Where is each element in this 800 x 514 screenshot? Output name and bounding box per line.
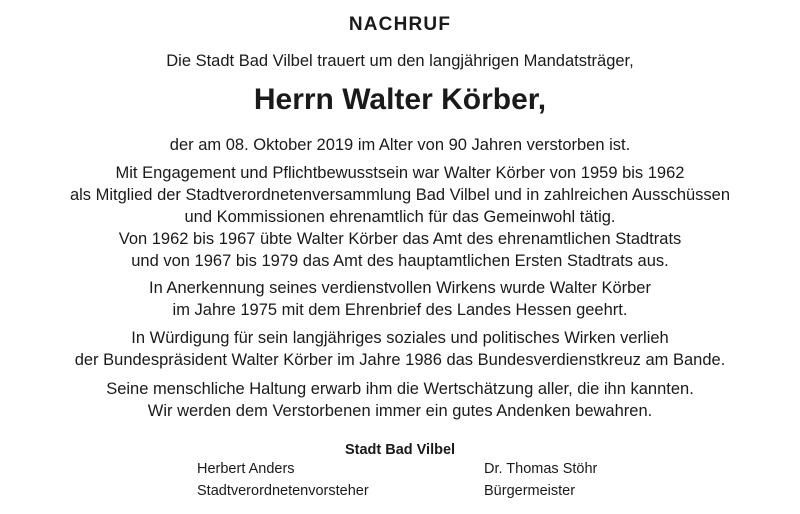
signer-title: Stadtverordnetenvorsteher xyxy=(197,483,369,499)
paragraph-line: der Bundespräsident Walter Körber im Jahre 1986 das Bundesverdienstkreuz am Bande. xyxy=(74,351,726,369)
paragraph-award xyxy=(0,327,800,371)
intro-line: Die Stadt Bad Vilbel trauert um den langjährigen Mandatsträger, xyxy=(166,52,634,70)
signer-name: Dr. Thomas Stöhr xyxy=(484,461,598,477)
paragraph-line: im Jahre 1975 mit dem Ehrenbrief des Landes Hessen geehrt. xyxy=(172,301,628,319)
signer-right xyxy=(484,458,597,502)
paragraph-recognition xyxy=(0,277,800,321)
paragraph-closing xyxy=(0,378,800,422)
paragraph-line: In Anerkennung seines verdienstvollen Wirkens wurde Walter Körber xyxy=(149,279,651,297)
paragraph-line: Wir werden dem Verstorbenen immer ein gutes Andenken bewahren. xyxy=(147,402,653,420)
paragraph-line: Von 1962 bis 1967 übte Walter Körber das Amt des ehrenamtlichen Stadtrats xyxy=(118,230,682,248)
paragraph-line: als Mitglied der Stadtverordnetenversammlung Bad Vilbel und in zahlreichen Ausschüssen xyxy=(69,186,731,204)
deceased-name: Herrn Walter Körber, xyxy=(253,83,547,116)
signer-title: Bürgermeister xyxy=(484,483,576,499)
paragraph-line: und Kommissionen ehrenamtlich für das Gemeinwohl tätig. xyxy=(184,208,616,226)
paragraph-career xyxy=(0,162,800,272)
paragraph-line: und von 1967 bis 1979 das Amt des hauptamtlichen Ersten Stadtrats aus. xyxy=(131,252,669,270)
paragraph-line: In Würdigung für sein langjähriges soziales und politisches Wirken verlieh xyxy=(131,329,669,347)
organization-name: Stadt Bad Vilbel xyxy=(344,442,456,458)
notice-heading: NACHRUF xyxy=(348,14,452,35)
signer-left xyxy=(197,458,369,502)
death-line: der am 08. Oktober 2019 im Alter von 90 Jahren verstorben ist. xyxy=(169,136,631,154)
signer-name: Herbert Anders xyxy=(197,461,295,477)
paragraph-line: Mit Engagement und Pflichtbewusstsein war Walter Körber von 1959 bis 1962 xyxy=(115,164,685,182)
paragraph-line: Seine menschliche Haltung erwarb ihm die Wertschätzung aller, die ihn kannten. xyxy=(106,380,694,398)
